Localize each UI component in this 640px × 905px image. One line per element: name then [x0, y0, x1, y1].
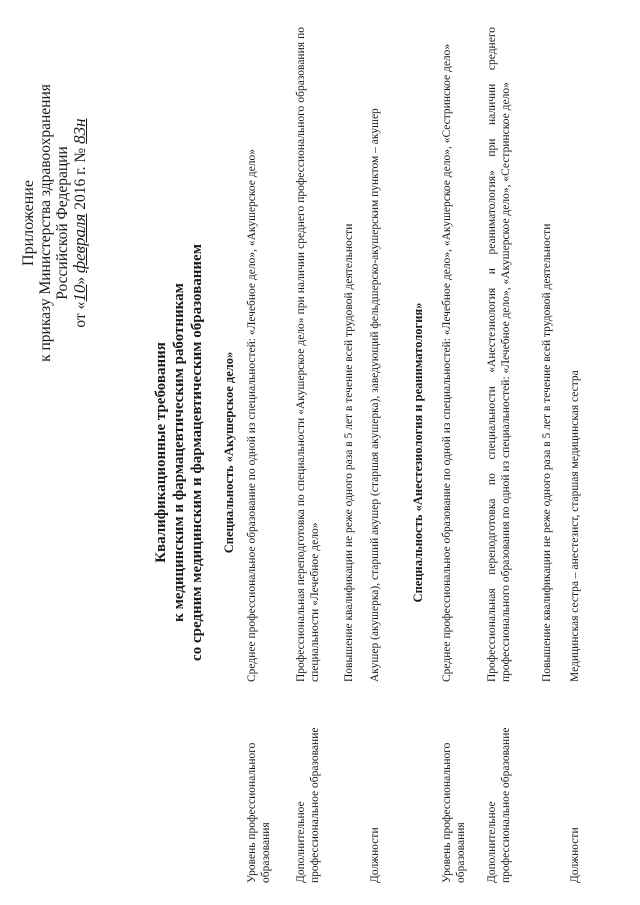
date-year: 2016 г. № — [72, 147, 89, 210]
appendix-date-line — [71, 58, 89, 388]
row-label: Уровень профессионального образования — [441, 742, 467, 883]
appendix-block — [20, 58, 89, 388]
document-title — [152, 0, 206, 905]
row-value: Повышение квалификации не реже одного раза в 5 лет в течение всей трудовой деятельности — [343, 223, 355, 682]
row-label: Должности — [569, 827, 581, 883]
row-value: Профессиональная переподготовка по специальности «Анестезиология и реаниматология» при наличии среднего профессионального образования по одной из специальностей: «Лечебное дело», «Акушерское дело», «Сестринское дело» — [486, 27, 512, 682]
date-month: февраля — [70, 213, 89, 273]
title-line-2: к медицинским и фармацевтическим работникам — [171, 283, 187, 622]
row-value: Среднее профессиональное образование по одной из специальностей: «Лечебное дело», «Акушерское дело» — [246, 149, 258, 682]
title-line-1: Квалификационные требования — [153, 342, 169, 563]
row-label: Дополнительное профессиональное образование — [486, 727, 512, 883]
appendix-ministry-line: Российской Федерации — [54, 146, 71, 300]
row-value: Акушер (акушерка), старший акушер (старшая акушерка), заведующий фельдшерско-акушерским пунктом – акушер — [369, 108, 381, 682]
date-prefix: от « — [72, 301, 89, 328]
appendix-header: Приложение — [20, 180, 37, 266]
title-line-3: со средним медицинским и фармацевтическим образованием — [189, 244, 205, 661]
row-label: Должности — [369, 827, 381, 883]
row-value: Среднее профессиональное образование по одной из специальностей: «Лечебное дело», «Акушерское дело», «Сестринское дело» — [441, 43, 453, 682]
section-heading-obstetrics: Специальность «Акушерское дело» — [222, 351, 236, 554]
row-label: Дополнительное профессиональное образование — [295, 727, 321, 883]
row-label: Уровень профессионального образования — [246, 742, 272, 883]
row-value: Профессиональная переподготовка по специальности «Акушерское дело» при наличии среднего профессионального образования по специальности «Лечебное дело» — [295, 27, 321, 682]
doc-number: 83н — [70, 118, 89, 144]
section-heading-anesthesiology: Специальность «Анестезиология и реаниматология» — [411, 302, 425, 603]
date-day: 10 — [70, 284, 89, 302]
row-value: Медицинская сестра – анестезист, старшая медицинская сестра — [569, 370, 581, 682]
date-sep: » — [72, 276, 89, 285]
appendix-order-line: к приказу Министерства здравоохранения — [37, 84, 54, 362]
row-value: Повышение квалификации не реже одного раза в 5 лет в течение всей трудовой деятельности — [541, 223, 553, 682]
